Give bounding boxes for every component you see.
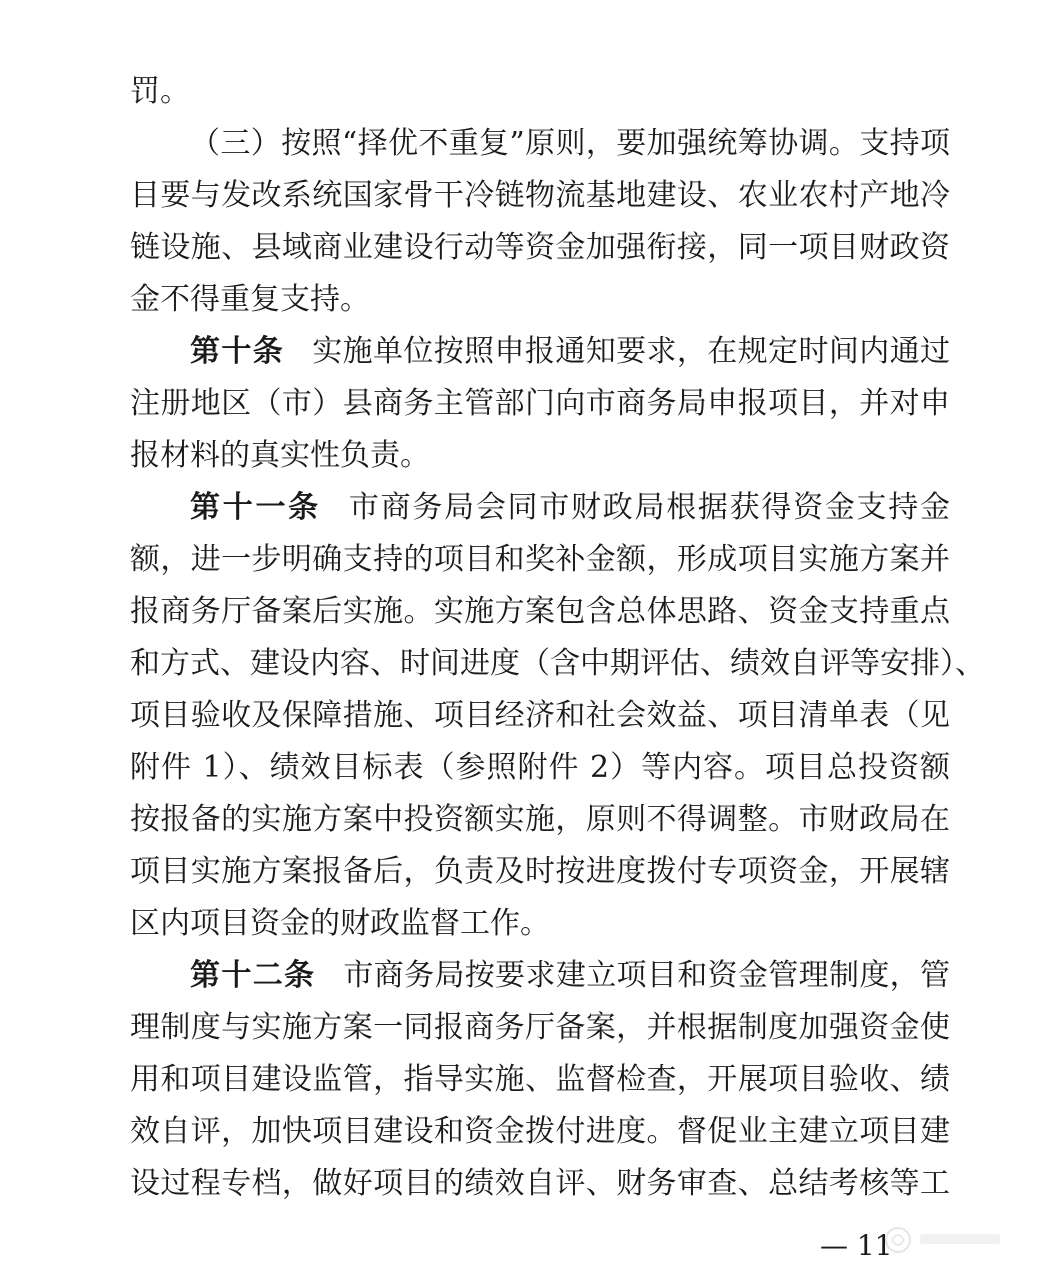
text-line: 按报备的实施方案中投资额实施，原则不得调整。市财政局在 — [130, 802, 950, 837]
text-line: 附件 1）、绩效目标表（参照附件 2）等内容。项目总投资额 — [130, 750, 950, 785]
page-number: — 11 — [820, 1229, 893, 1262]
article-12-first-line — [190, 956, 950, 996]
text-line: 效自评，加快项目建设和资金拨付进度。督促业主建立项目建 — [130, 1114, 950, 1149]
text-line: 设过程专档，做好项目的绩效自评、财务审查、总结考核等工 — [130, 1166, 950, 1201]
text-line: 金不得重复支持。 — [130, 282, 370, 317]
text-line: 和方式、建设内容、时间进度（含中期评估、绩效自评等安排）、 — [130, 646, 985, 681]
text-line: 区内项目资金的财政监督工作。 — [130, 906, 550, 941]
article-10-heading: 第十条 — [190, 334, 285, 369]
text-span: 市商务局会同市财政局根据获得资金支持金 — [348, 490, 951, 525]
article-10-first-line — [190, 332, 950, 372]
text-line: 链设施、县域商业建设行动等资金加强衔接，同一项目财政资 — [130, 230, 950, 265]
text-line: 额，进一步明确支持的项目和奖补金额，形成项目实施方案并 — [130, 542, 950, 577]
text-line: 目要与发改系统国家骨干冷链物流基地建设、农业农村产地冷 — [130, 178, 950, 213]
article-11-heading: 第十一条 — [190, 490, 321, 525]
text-line: 用和项目建设监管，指导实施、监督检查，开展项目验收、绩 — [130, 1062, 950, 1097]
text-line: 注册地区（市）县商务主管部门向市商务局申报项目，并对申 — [130, 386, 950, 421]
text-line: 项目实施方案报备后，负责及时按进度拨付专项资金，开展辖 — [130, 854, 950, 889]
text-line: 项目验收及保障措施、项目经济和社会效益、项目清单表（见 — [130, 698, 950, 733]
article-12-heading: 第十二条 — [190, 958, 316, 993]
text-line: （三）按照“择优不重复”原则，要加强统筹协调。支持项 — [190, 126, 950, 161]
text-span: 实施单位按照申报通知要求，在规定时间内通过 — [312, 334, 951, 369]
text-line: 报商务厅备案后实施。实施方案包含总体思路、资金支持重点 — [130, 594, 950, 629]
text-span: 市商务局按要求建立项目和资金管理制度，管 — [343, 958, 951, 993]
text-line: 报材料的真实性负责。 — [130, 438, 430, 473]
text-line: 理制度与实施方案一同报商务厅备案，并根据制度加强资金使 — [130, 1010, 950, 1045]
article-11-first-line — [190, 488, 950, 528]
text-line: 罚。 — [130, 74, 190, 109]
watermark-logo — [880, 1220, 1010, 1260]
